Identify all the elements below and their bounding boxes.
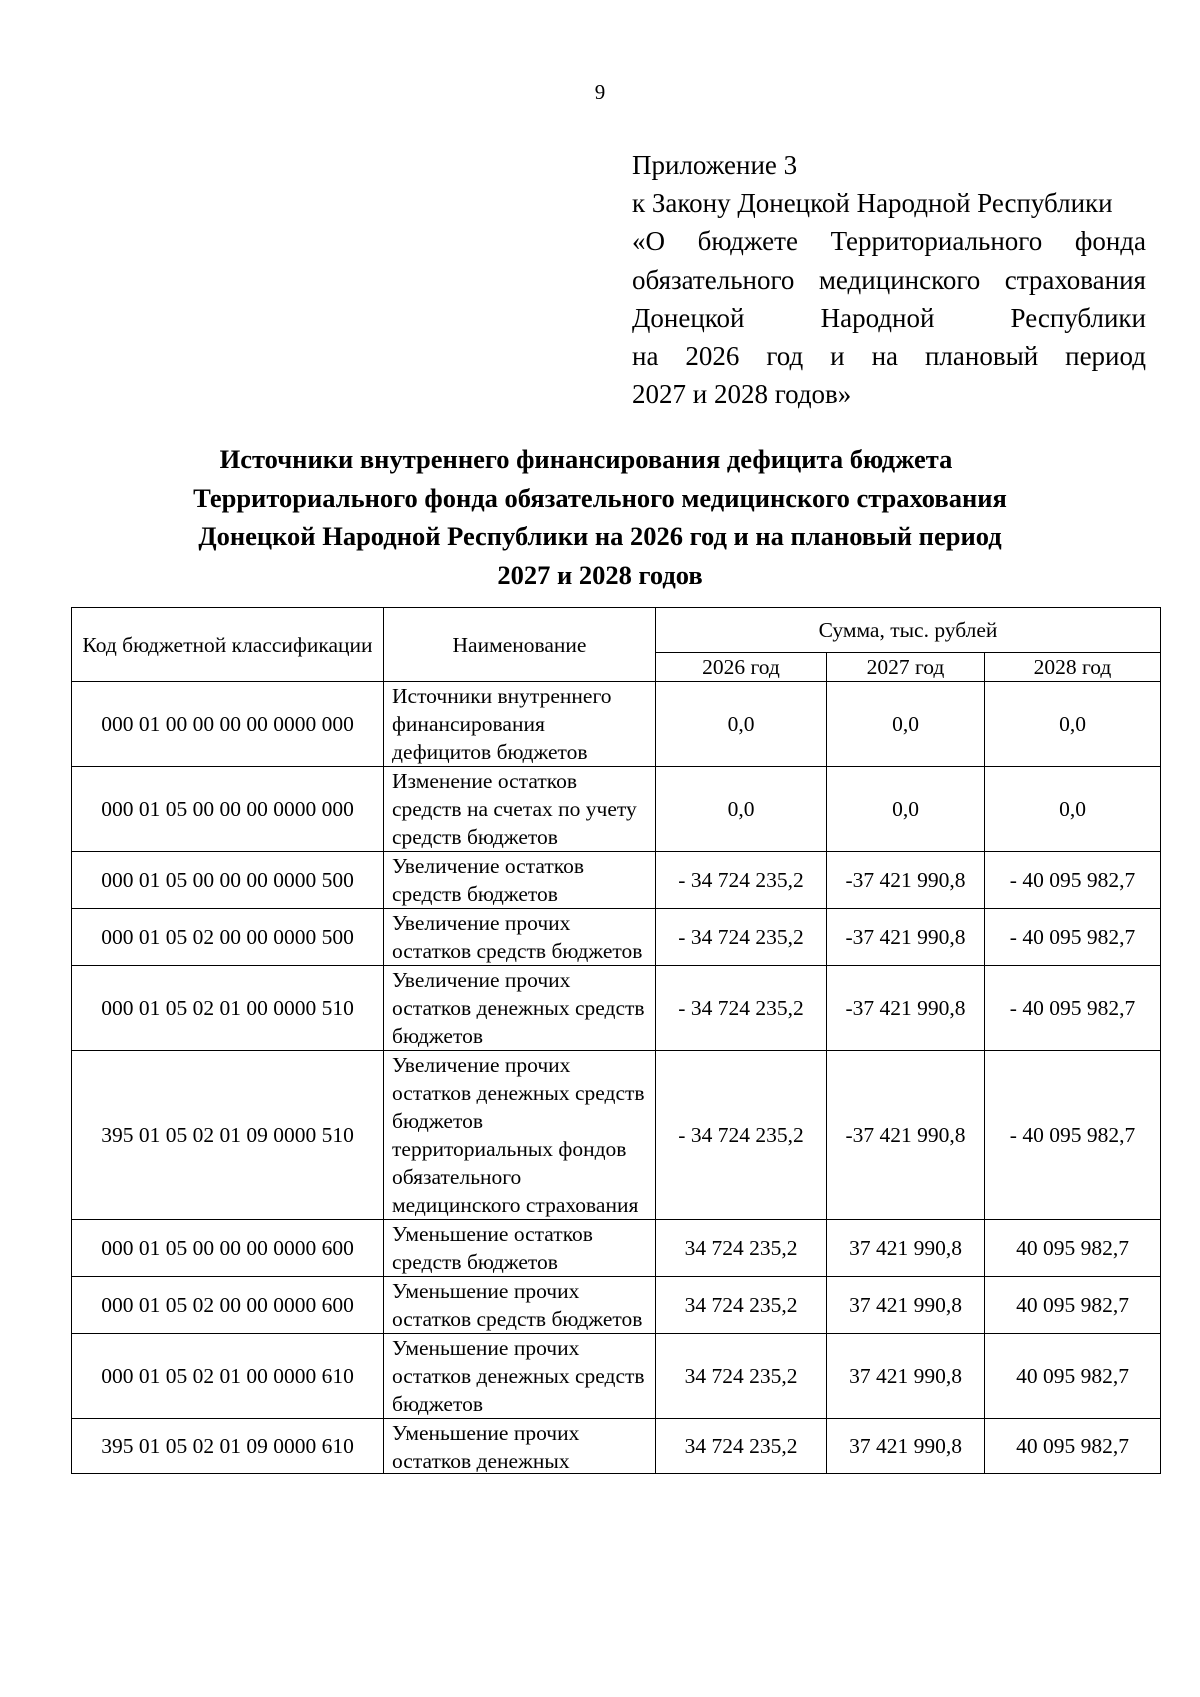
- row-value-2028: 0,0: [985, 682, 1161, 767]
- row-name: Уменьшение прочих остатков денежных средств бюджетов: [384, 1334, 656, 1419]
- appendix-line: 2027 и 2028 годов»: [632, 379, 852, 410]
- word: год: [766, 341, 804, 372]
- row-value-2027: 0,0: [827, 767, 985, 852]
- word: и: [830, 341, 845, 372]
- table-row: [72, 909, 1161, 966]
- appendix-line: [632, 261, 1146, 299]
- row-name: Уменьшение прочих остатков средств бюджетов: [384, 1277, 656, 1334]
- row-value-2028: - 40 095 982,7: [985, 852, 1161, 909]
- appendix-line: Приложение 3: [632, 150, 798, 180]
- title-line: Территориального фонда обязательного медицинского страхования: [193, 482, 1007, 513]
- word: Территориального: [830, 226, 1043, 257]
- table-row: [72, 1419, 1161, 1474]
- row-name-text: Уменьшение прочих остатков денежных: [392, 1421, 580, 1473]
- row-value-2027: 37 421 990,8: [827, 1277, 985, 1334]
- row-value-2027: -37 421 990,8: [827, 966, 985, 1051]
- row-value-2028: 40 095 982,7: [985, 1277, 1161, 1334]
- word: на: [632, 341, 659, 372]
- appendix-line: к Закону Донецкой Народной Республики: [632, 188, 1113, 219]
- row-value-2027: 37 421 990,8: [827, 1334, 985, 1419]
- table-row: [72, 1277, 1161, 1334]
- row-value-2028: - 40 095 982,7: [985, 1051, 1161, 1220]
- row-value-2026: 34 724 235,2: [656, 1419, 827, 1474]
- row-value-2026: - 34 724 235,2: [656, 852, 827, 909]
- row-code: 395 01 05 02 01 09 0000 510: [72, 1051, 384, 1220]
- row-name: Увеличение прочих остатков средств бюджетов: [384, 909, 656, 966]
- row-value-2027: -37 421 990,8: [827, 909, 985, 966]
- sources-table: [71, 607, 1161, 1474]
- row-value-2028: 40 095 982,7: [985, 1334, 1161, 1419]
- row-code: 000 01 05 02 00 00 0000 600: [72, 1277, 384, 1334]
- row-name: Увеличение прочих остатков денежных средств бюджетов: [384, 966, 656, 1051]
- row-value-2026: - 34 724 235,2: [656, 1051, 827, 1220]
- row-value-2027: -37 421 990,8: [827, 852, 985, 909]
- row-value-2026: 0,0: [656, 682, 827, 767]
- row-code: 000 01 05 02 01 00 0000 510: [72, 966, 384, 1051]
- appendix-line: [632, 299, 1146, 337]
- table-row: [72, 767, 1161, 852]
- row-name: Уменьшение остатков средств бюджетов: [384, 1220, 656, 1277]
- row-name: Увеличение прочих остатков денежных средств бюджетов территориальных фондов обязательного медицинского страхования: [384, 1051, 656, 1220]
- row-name: Изменение остатков средств на счетах по учету средств бюджетов: [384, 767, 656, 852]
- table-row: [72, 682, 1161, 767]
- row-value-2026: - 34 724 235,2: [656, 966, 827, 1051]
- appendix-line: [632, 337, 1146, 375]
- page-number: 9: [594, 80, 606, 104]
- header-code: Код бюджетной классификации: [72, 608, 384, 682]
- row-value-2026: 34 724 235,2: [656, 1334, 827, 1419]
- table-row: [72, 1334, 1161, 1419]
- row-name: [384, 1419, 656, 1474]
- table-row: [72, 1220, 1161, 1277]
- word: период: [1065, 341, 1146, 372]
- row-value-2028: 0,0: [985, 767, 1161, 852]
- row-value-2026: 34 724 235,2: [656, 1277, 827, 1334]
- word: обязательного: [632, 264, 795, 295]
- header-year-2026: 2026 год: [656, 653, 827, 682]
- row-value-2028: 40 095 982,7: [985, 1419, 1161, 1474]
- row-code: 395 01 05 02 01 09 0000 610: [72, 1419, 384, 1474]
- word: Республики: [1010, 302, 1146, 333]
- word: медицинского: [818, 264, 981, 295]
- row-code: 000 01 05 00 00 00 0000 500: [72, 852, 384, 909]
- row-code: 000 01 05 00 00 00 0000 600: [72, 1220, 384, 1277]
- row-code: 000 01 05 02 00 00 0000 500: [72, 909, 384, 966]
- word: 2026: [685, 341, 740, 372]
- word: бюджете: [697, 226, 798, 257]
- word: фонда: [1074, 226, 1146, 257]
- header-sum: Сумма, тыс. рублей: [656, 608, 1161, 653]
- row-value-2027: 0,0: [827, 682, 985, 767]
- row-value-2027: -37 421 990,8: [827, 1051, 985, 1220]
- title-line: 2027 и 2028 годов: [497, 559, 703, 590]
- header-name: Наименование: [384, 608, 656, 682]
- word: страхования: [1004, 264, 1146, 295]
- row-value-2027: 37 421 990,8: [827, 1419, 985, 1474]
- word: «О: [632, 226, 665, 257]
- header-year-2028: 2028 год: [985, 653, 1161, 682]
- row-code: 000 01 05 02 01 00 0000 610: [72, 1334, 384, 1419]
- row-value-2028: 40 095 982,7: [985, 1220, 1161, 1277]
- row-value-2028: - 40 095 982,7: [985, 966, 1161, 1051]
- row-value-2026: 0,0: [656, 767, 827, 852]
- word: Народной: [820, 302, 935, 333]
- row-code: 000 01 05 00 00 00 0000 000: [72, 767, 384, 852]
- row-name: Источники внутреннего финансирования дефицитов бюджетов: [384, 682, 656, 767]
- word: плановый: [924, 341, 1039, 372]
- row-value-2026: - 34 724 235,2: [656, 909, 827, 966]
- appendix-line: [632, 222, 1146, 260]
- title-line: Донецкой Народной Республики на 2026 год и на плановый период: [198, 521, 1002, 551]
- table-row: [72, 966, 1161, 1051]
- appendix-reference: [632, 146, 1146, 413]
- word: на: [871, 341, 899, 372]
- row-name: Увеличение остатков средств бюджетов: [384, 852, 656, 909]
- document-title: [0, 440, 1200, 594]
- row-value-2028: - 40 095 982,7: [985, 909, 1161, 966]
- word: Донецкой: [632, 302, 745, 333]
- row-value-2026: 34 724 235,2: [656, 1220, 827, 1277]
- row-value-2027: 37 421 990,8: [827, 1220, 985, 1277]
- header-year-2027: 2027 год: [827, 653, 985, 682]
- table-row: [72, 852, 1161, 909]
- title-line: Источники внутреннего финансирования дефицита бюджета: [219, 444, 953, 474]
- row-code: 000 01 00 00 00 00 0000 000: [72, 682, 384, 767]
- table-row: [72, 1051, 1161, 1220]
